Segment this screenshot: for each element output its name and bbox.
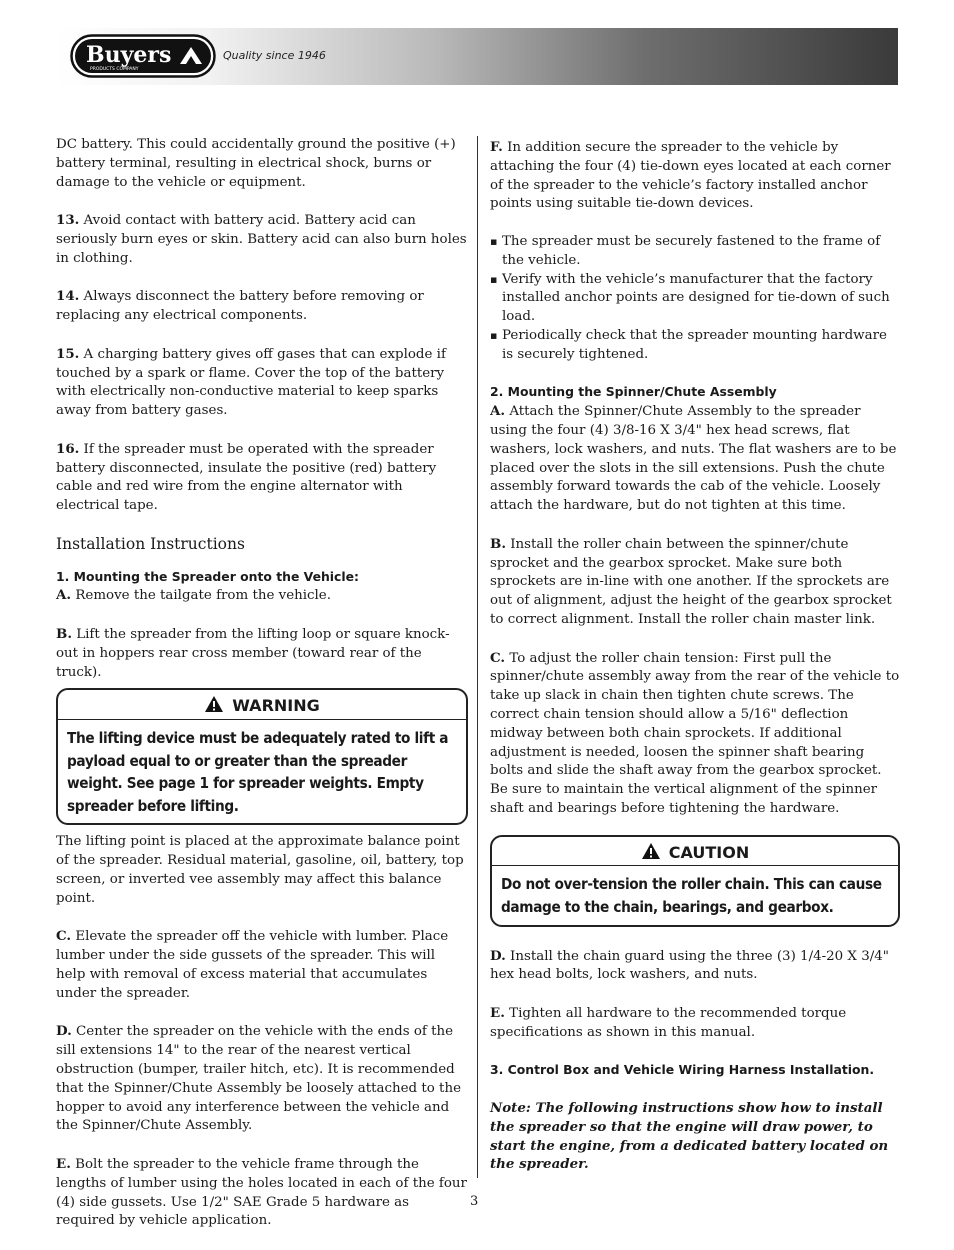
step-text: Remove the tailgate from the vehicle.: [71, 588, 331, 604]
section-title: Installation Instructions: [56, 534, 245, 553]
step-d: [56, 1022, 468, 1136]
paragraph-lifting-point: The lifting point is placed at the approximate balance point of the spreader. Residual material, gasoline, oil, battery, top screen, or inverted vee assembly may affect this balance point.: [56, 834, 464, 906]
step-label: C.: [490, 649, 506, 666]
step-text: Lift the spreader from the lifting loop or square knock-out in hoppers rear cross member (toward rear of the truck).: [56, 626, 450, 680]
left-column: [56, 136, 468, 1250]
item-number: 13.: [56, 212, 80, 229]
step-text: Tighten all hardware to the recommended torque specifications as shown in this manual.: [490, 1006, 847, 1040]
step-label: F.: [490, 139, 503, 155]
item-text: A charging battery gives off gases that can explode if touched by a spark or flame. Cover the top of the battery with electrically non-conductive material to keep sparks away from battery gases.: [56, 346, 446, 419]
tagline: Quality since 1946: [223, 49, 326, 62]
item-text: If the spreader must be operated with the spreader battery disconnected, insulate the positive (red) battery cable and red wire from the engine alternator with electrical tape.: [56, 441, 437, 514]
caution-header: [492, 837, 898, 867]
logo-subtext: PRODUCTS COMPANY: [90, 67, 139, 72]
step-label: E.: [56, 1156, 71, 1173]
step-text: Elevate the spreader off the vehicle with lumber. Place lumber under the side gussets of the spreader. This will help with removal of excess material that accumulates under the spreader.: [56, 929, 449, 1001]
page-number: 3: [470, 1194, 479, 1209]
warning-box: [56, 688, 468, 825]
subheading-mounting-spreader: 1. Mounting the Spreader onto the Vehicle:: [56, 568, 360, 584]
step-label: E.: [490, 1005, 505, 1022]
warning-icon: [204, 695, 224, 713]
step-text: Install the roller chain between the spinner/chute sprocket and the gearbox sprocket. Make sure both sprockets are in-line with one another. If the sprockets are out of alignment, adjust the height of the gearbox sprocket to correct alignment. Install the roller chain master link.: [490, 536, 892, 627]
warning-text: The lifting device must be adequately rated to lift a payload equal to or greater than the spreader weight. See page 1 for spreader weights. Empty spreader before lifting.: [67, 729, 449, 815]
column-divider: [477, 136, 478, 1178]
step-label: B.: [490, 535, 506, 552]
item-text: Always disconnect the battery before removing or replacing any electrical components.: [56, 289, 424, 324]
warning-title: WARNING: [232, 696, 320, 716]
item-number: 14.: [56, 288, 80, 305]
step-b: [56, 625, 468, 682]
logo-text: Buyers: [86, 42, 172, 68]
note-paragraph: Note: The following instructions show how to install the spreader so that the engine will draw power, to start the engine, from a dedicated battery located on the spreader.: [490, 1100, 889, 1173]
step-c: [56, 927, 468, 1003]
step-label: D.: [56, 1023, 72, 1040]
caution-text: Do not over-tension the roller chain. This can cause damage to the chain, bearings, and gearbox.: [501, 875, 882, 917]
subheading-control-box: 3. Control Box and Vehicle Wiring Harness Installation.: [490, 1062, 875, 1078]
step-text: Attach the Spinner/Chute Assembly to the spreader using the four (4) 3/8-16 X 3/4" hex head screws, flat washers, lock washers, and nuts. The flat washers are to be placed over the slots in the sill extensions. Push the chute assembly forward towards the cab of the vehicle. Loosely attach the hardware, but do not tighten at this time.: [490, 404, 897, 514]
step-a: [56, 586, 468, 606]
subheading-spinner-chute: 2. Mounting the Spinner/Chute Assembly: [490, 384, 777, 400]
warning-header: [58, 690, 466, 720]
step-f: [490, 138, 900, 214]
paragraph-13: [56, 211, 468, 268]
list-item: ▪ Verify with the vehicle’s manufacturer that the factory installed anchor points are designed for tie-down of such load.: [490, 271, 900, 327]
buyers-logo: [70, 34, 216, 78]
bullet-list: [490, 233, 900, 365]
step-c: [490, 649, 900, 819]
item-number: 16.: [56, 440, 80, 457]
step-a: [490, 402, 900, 516]
step-label: A.: [490, 403, 506, 420]
item-text: Avoid contact with battery acid. Battery acid can seriously burn eyes or skin. Battery acid can also burn holes in clothing.: [56, 213, 467, 266]
item-number: 15.: [56, 345, 80, 362]
paragraph-14: [56, 287, 468, 326]
list-item: ▪ Periodically check that the spreader mounting hardware is securely tightened.: [490, 327, 900, 365]
step-text: In addition secure the spreader to the vehicle by attaching the four (4) tie-down eyes located at each corner of the spreader to the vehicle’s factory installed anchor points using suitable tie-down devices.: [490, 140, 891, 212]
step-text: Install the chain guard using the three (3) 1/4-20 X 3/4" hex head bolts, lock washers, and nuts.: [490, 948, 889, 983]
paragraph-16: [56, 440, 468, 516]
step-text: Center the spreader on the vehicle with the ends of the sill extensions 14" to the rear of the nearest vertical obstruction (bumper, trailer hitch, etc). It is recommended that the Spinner/Chute Assembly be loosely attached to the hopper to avoid any interference between the vehicle and the Spinner/Chute Assembly.: [56, 1024, 461, 1134]
step-label: D.: [490, 947, 506, 964]
paragraph-intro: DC battery. This could accidentally ground the positive (+) battery terminal, resulting in electrical shock, burns or damage to the vehicle or equipment.: [56, 137, 456, 190]
step-label: C.: [56, 928, 72, 945]
paragraph-15: [56, 345, 468, 421]
warning-icon: [641, 842, 661, 860]
right-column: [490, 138, 900, 1193]
step-d: [490, 947, 900, 986]
caution-title: CAUTION: [668, 842, 750, 862]
step-b: [490, 535, 900, 630]
step-text: To adjust the roller chain tension: First pull the spinner/chute assembly away from the rear of the vehicle to take up slack in chain then tighten chute screws. The correct chain tension should allow a 5/16" deflection midway between both chain sprockets. If additional adjustment is needed, loosen the spinner shaft bearing bolts and slide the shaft away from the gearbox sprocket. Be sure to maintain the vertical alignment of the spinner shaft and bearings before tightening the hardware.: [490, 650, 900, 816]
step-label: A.: [56, 587, 72, 604]
list-item: ▪ The spreader must be securely fastened to the frame of the vehicle.: [490, 233, 900, 271]
step-label: B.: [56, 625, 72, 642]
step-e: [490, 1004, 900, 1043]
step-text: Bolt the spreader to the vehicle frame through the lengths of lumber using the holes located in each of the four (4) side gussets. Use 1/2" SAE Grade 5 hardware as required by vehicle application.: [56, 1157, 467, 1229]
caution-box: [490, 835, 900, 927]
step-e: [56, 1155, 468, 1231]
